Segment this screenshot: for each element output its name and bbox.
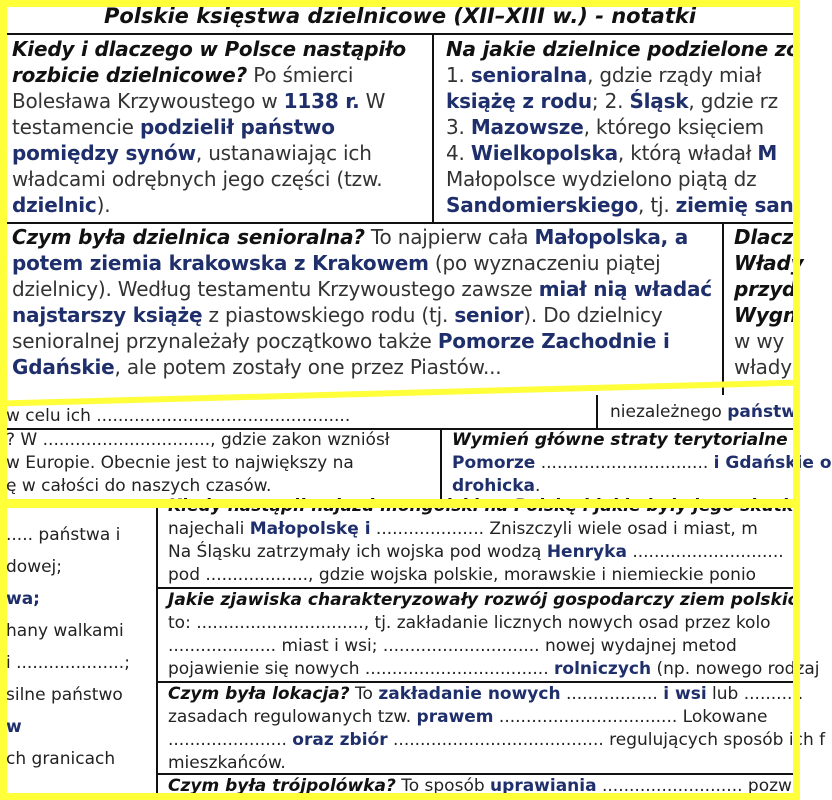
note-zakon: ? W ..............................., gdzie zakon wzniósł w Europie. Obecnie jest to największy na ę w całości do naszych czasów. bbox=[6, 430, 390, 496]
note-senioralna: Czym była dzielnica senioralna? To najpierw cała Małopolska, a potem ziemia krakowska z Krakowem (po wyznaczeniu piątej dzielnicy). Według testamentu Krzywoustego zawsze miał nią władać najstarszy książę z piastowskiego rodu (tj. senior). Do dzielnicy senioralnej przynależały początkowo także Pomorze Zachodnie i Gdańskie, ale potem zostały one przez Piastów... bbox=[12, 225, 712, 379]
divider bbox=[0, 33, 800, 35]
divider bbox=[722, 222, 724, 402]
note-left-partial: ..... państwa i dowej; wa; hany walkami i ....................; silne państwo w ch granicach bbox=[6, 525, 130, 769]
top-note-sheet bbox=[0, 0, 804, 400]
divider bbox=[440, 429, 442, 499]
note-lokacja: Czym była lokacja? To zakładanie nowych ................. i wsi lub ........... zasadach regulowanych tzw. prawem ................................. Lokowane ...................... oraz zbiór ....................................... regulujących sposób ich f mieszkańców. bbox=[168, 684, 826, 773]
divider bbox=[156, 499, 158, 800]
question-label: Kiedy i dlaczego w Polsce nastąpiło rozbicie dzielnicowe? bbox=[12, 37, 406, 87]
note-rozbicie: Kiedy i dlaczego w Polsce nastąpiło rozbicie dzielnicowe? Po śmierci Bolesława Krzywoustego w 1138 r. W testamencie podzielił państwo pomiędzy synów, ustanawiając ich władcami odrębnych jego części (tzw. dzielnic). bbox=[12, 37, 406, 217]
bottom-note-sheet bbox=[0, 395, 832, 800]
strip-left: w celu ich ............................................... bbox=[6, 406, 351, 426]
question-label: Jakie zjawiska charakteryzowały rozwój gospodarczy ziem polskic bbox=[168, 590, 798, 610]
question-label: Czym była trójpolówka? bbox=[168, 776, 396, 796]
question-label: Wymień główne straty terytorialne bbox=[452, 430, 788, 450]
note-mongolowie: najechali Małopolskę i .................... Zniszczyli wiele osad i miast, m Na Śląsku zatrzymały ich wojska pod wodzą Henryka ............................ pod ..................., gdzie wojska polskie, morawskie i niemieckie ponio bbox=[162, 495, 800, 587]
divider bbox=[432, 33, 434, 223]
tear-highlight bbox=[0, 499, 800, 508]
note-partial-right: Dlacz Włady przyd Wygn w wy włady bbox=[734, 225, 804, 379]
question-label: Czym była lokacja? bbox=[168, 684, 350, 704]
strip-right: niezależnego państw bbox=[610, 402, 797, 422]
page-title: Polskie księstwa dzielnicowe (XII–XIII w.) - notatki bbox=[103, 4, 697, 28]
note-gospodarka: Jakie zjawiska charakteryzowały rozwój gospodarczy ziem polskic to: ..............................., tj. zakładanie licznych nowych osad przez kolo .................... miast i wsi; ............................. nowej wydajnej metod pojawienie się nowych .................................. rolniczych (np. nowego rodzaj bbox=[168, 590, 820, 679]
divider bbox=[596, 395, 598, 429]
note-dzielnice: Na jakie dzielnice podzielone zo 1. senioralna, gdzie rządy miał książę z rodu; 2. Śląsk, gdzie rz 3. Mazowsze, którego księciem 4. Wielkopolska, którą władał M Małopolsce wydzielono piątą dz Sandomierskiego, tj. ziemię san bbox=[446, 37, 800, 217]
note-trojpolowka: Czym była trójpolówka? To sposób uprawiania .......................... pozw bbox=[168, 776, 792, 796]
note-straty: Wymień główne straty terytorialne Pomorze ............................... i Gdańskie o drohicka. bbox=[452, 430, 832, 496]
question-label: Czym była dzielnica senioralna? bbox=[12, 225, 365, 249]
question-label: Na jakie dzielnice podzielone zo bbox=[446, 37, 800, 61]
